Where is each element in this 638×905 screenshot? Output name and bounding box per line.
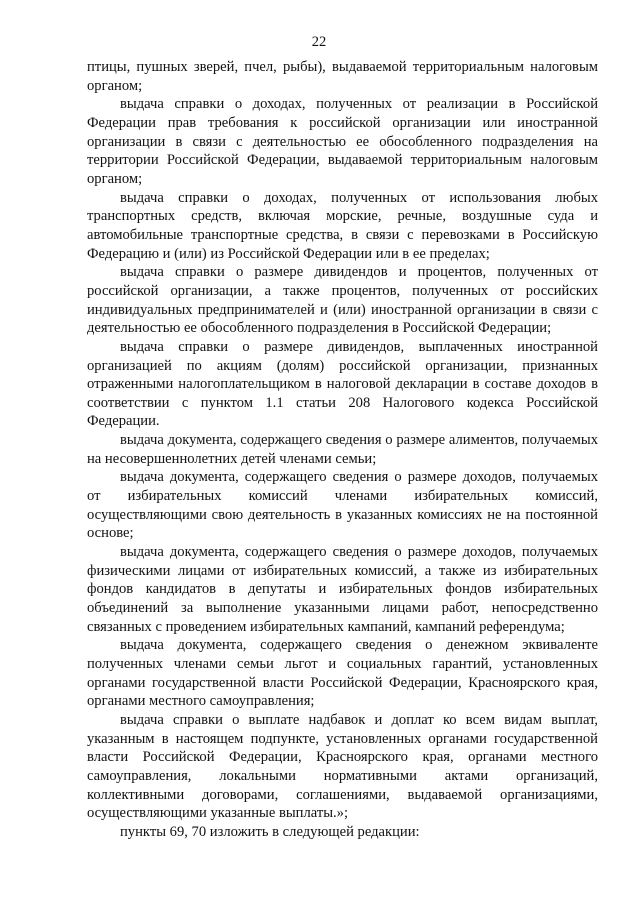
paragraph-amendment-intro: пункты 69, 70 изложить в следующей редакции: — [120, 823, 420, 840]
paragraph-transport-income: выдача справки о доходах, полученных от использования любых транспортных средств, включая морские, речные, воздушные суда и автомобильные транспортные средства, в связи с перевозками в Российскую Федерацию и (или) из Российской Федерации или в ее пределах; — [87, 189, 598, 262]
paragraph-rights-claim-income: выдача справки о доходах, полученных от реализации в Российской Федерации прав требования к российской организации или иностранной организации в связи с деятельностью ее обособленного подразделения на территории Российской Федерации, выдаваемой территориальным налоговым органом; — [87, 96, 598, 187]
paragraph-dividends-interest: выдача справки о размере дивидендов и процентов, полученных от российской организации, а также процентов, полученных от российских индивидуальных предпринимателей и (или) иностранной организации в связи с деятельностью ее обособленного подразделения в Российской Федерации; — [87, 264, 598, 337]
paragraph-election-commission-members: выдача документа, содержащего сведения о размере доходов, получаемых от избирательных комиссий членами избирательных комиссий, осуществляющими свою деятельность в указанных комиссиях не на постоянной основе; — [87, 469, 598, 542]
paragraph-foreign-dividends: выдача справки о размере дивидендов, выплаченных иностранной организацией по акциям (долям) российской организации, признанных отраженными налогоплательщиком в налоговой декларации в составе доходов в соответствии с пунктом 1.1 статьи 208 Налогового кодекса Российской Федерации. — [87, 338, 598, 430]
paragraph-election-funds: выдача документа, содержащего сведения о размере доходов, получаемых физическими лицами от избирательных комиссий, а также из избирательных фондов кандидатов в депутаты и избирательных фондов избирательных объединений за выполнение указанными лицами работ, непосредственно связанных с проведением избирательных кампаний, кампаний референдума; — [87, 544, 598, 635]
paragraph-social-guarantees: выдача документа, содержащего сведения о денежном эквиваленте полученных членами семьи льгот и социальных гарантий, установленных органами государственной власти Российской Федерации, Красноярского края, органами местного самоуправления; — [87, 637, 598, 710]
paragraph-continuation: птицы, пушных зверей, пчел, рыбы), выдаваемой территориальным налоговым органом; — [87, 59, 598, 94]
document-body — [87, 58, 598, 842]
page-number: 22 — [311, 34, 327, 50]
paragraph-allowances: выдача справки о выплате надбавок и доплат ко всем видам выплат, указанным в настоящем подпункте, установленных органами государственной власти Российской Федерации, Красноярского края, органами местного самоуправления, локальными нормативными актами организаций, коллективными договорами, соглашениями, выдаваемой организациями, осуществляющими указанные выплаты.»; — [87, 711, 598, 822]
paragraph-alimony: выдача документа, содержащего сведения о размере алиментов, получаемых на несовершеннолетних детей членами семьи; — [87, 432, 598, 467]
